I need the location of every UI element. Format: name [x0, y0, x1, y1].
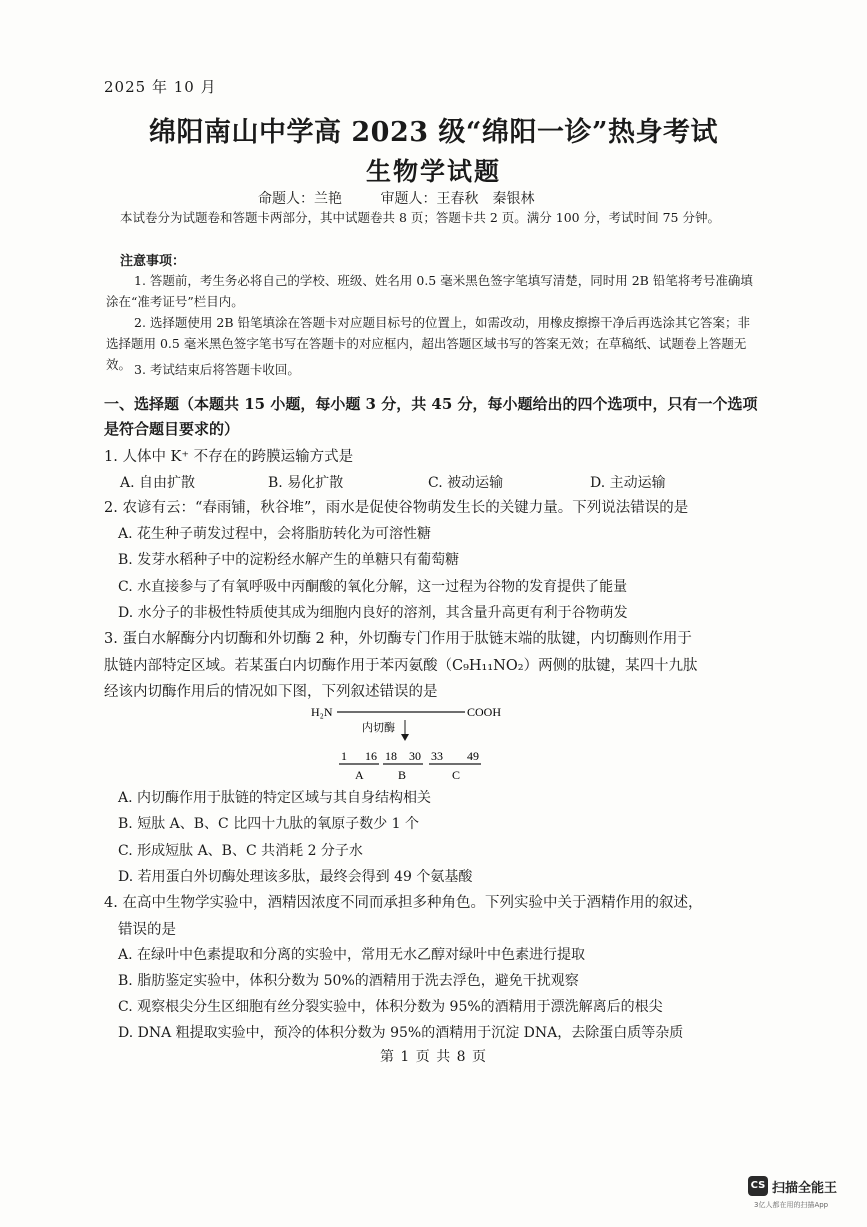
- fragment-label: C: [452, 768, 461, 782]
- option-d: D. 若用蛋白外切酶处理该多肽，最终会得到 49 个氨基酸: [118, 869, 473, 885]
- question-4-stem-line-1: 4. 在高中生物学实验中，酒精因浓度不同而承担多种角色。下列实验中关于酒精作用的叙述，: [104, 895, 703, 911]
- option-a: A. 在绿叶中色素提取和分离的实验中，常用无水乙醇对绿叶中色素进行提取: [118, 947, 586, 963]
- exam-title: 绵阳南山中学高 2023 级“绵阳一诊”热身考试: [148, 117, 718, 148]
- option-b: B. 易化扩散: [268, 475, 344, 491]
- question-4-stem-line-2: 错误的是: [118, 922, 176, 938]
- option-c: C. 形成短肽 A、B、C 共消耗 2 分子水: [118, 843, 363, 859]
- peptide-cleavage-diagram: [305, 700, 505, 785]
- position-label: 1: [341, 749, 347, 763]
- position-label: 33: [431, 749, 443, 763]
- enzyme-label: 内切酶: [362, 722, 395, 734]
- question-3-stem-line-2: 肽链内部特定区域。若某蛋白内切酶作用于苯丙氨酸（C₉H₁₁NO₂）两侧的肽键，某四十九肽: [104, 658, 698, 674]
- option-b: B. 脂肪鉴定实验中，体积分数为 50%的酒精用于洗去浮色，避免干扰观察: [118, 973, 579, 989]
- enzyme-arrowhead: [401, 734, 409, 741]
- watermark-app-name: 扫描全能王: [772, 1181, 838, 1196]
- question-reviewer: 审题人：王春秋 秦银林: [380, 191, 535, 207]
- note-item: 3. 考试结束后将答题卡收回。: [134, 362, 300, 377]
- n-terminus-label: H₂N: [311, 705, 333, 719]
- position-label: 30: [409, 749, 421, 763]
- camscanner-logo-icon: CS: [748, 1176, 768, 1196]
- page-footer: 第 1 页 共 8 页: [379, 1049, 488, 1065]
- fragment-label: B: [398, 768, 407, 782]
- exam-intro: 本试卷分为试题卷和答题卡两部分，其中试题卷共 8 页；答题卡共 2 页。满分 100 分，考试时间 75 分钟。: [120, 210, 720, 225]
- question-setter: 命题人：兰艳: [258, 191, 342, 207]
- option-d: D. DNA 粗提取实验中，预冷的体积分数为 95%的酒精用于沉淀 DNA，去除蛋白质等杂质: [118, 1025, 684, 1041]
- option-a: A. 花生种子萌发过程中，会将脂肪转化为可溶性糖: [118, 526, 432, 542]
- option-a: A. 内切酶作用于肽链的特定区域与其自身结构相关: [118, 790, 432, 806]
- exam-subtitle: 生物学试题: [365, 157, 501, 186]
- exam-date: 2025 年 10 月: [104, 78, 217, 96]
- option-c: C. 被动运输: [428, 475, 504, 491]
- question-3-stem-line-3: 经该内切酶作用后的情况如下图，下列叙述错误的是: [104, 684, 438, 700]
- note-item: 2. 选择题使用 2B 铅笔填涂在答题卡对应题目标号的位置上，如需改动，用橡皮擦擦干净后再选涂其它答案；非选择题用 0.5 毫米黑色签字笔书写在答题卡的对应框内，超出答题区域书写的答案无效；在草稿纸、试题卷上答题无效。: [106, 315, 750, 372]
- position-label: 16: [365, 749, 377, 763]
- option-a: A. 自由扩散: [120, 475, 196, 491]
- watermark-tagline: 3亿人都在用的扫描App: [754, 1201, 829, 1209]
- scanner-watermark: [748, 1176, 852, 1212]
- authors-line: [258, 188, 568, 208]
- option-b: B. 短肽 A、B、C 比四十九肽的氧原子数少 1 个: [118, 816, 420, 832]
- section-heading: 一、选择题（本题共 15 小题，每小题 3 分，共 45 分，每小题给出的四个选项中，只有一个选项是符合题目要求的）: [104, 395, 758, 438]
- option-d: D. 水分子的非极性特质使其成为细胞内良好的溶剂，其含量升高更有利于谷物萌发: [118, 605, 628, 621]
- note-item: 1. 答题前，考生务必将自己的学校、班级、姓名用 0.5 毫米黑色签字笔填写清楚，同时用 2B 铅笔将考号准确填涂在“准考证号”栏目内。: [106, 273, 753, 309]
- option-b: B. 发芽水稻种子中的淀粉经水解产生的单糖只有葡萄糖: [118, 552, 460, 568]
- position-label: 18: [385, 749, 397, 763]
- c-terminus-label: COOH: [467, 705, 502, 719]
- option-c: C. 水直接参与了有氧呼吸中丙酮酸的氧化分解，这一过程为谷物的发育提供了能量: [118, 579, 628, 595]
- option-c: C. 观察根尖分生区细胞有丝分裂实验中，体积分数为 95%的酒精用于漂洗解离后的根尖: [118, 999, 663, 1015]
- question-1-stem: 1. 人体中 K⁺ 不存在的跨膜运输方式是: [104, 449, 354, 465]
- position-label: 49: [467, 749, 479, 763]
- question-2-stem: 2. 农谚有云：“春雨铺，秋谷堆”，雨水是促使谷物萌发生长的关键力量。下列说法错误的是: [104, 500, 689, 516]
- notes-heading: 注意事项：: [120, 254, 186, 269]
- option-d: D. 主动运输: [590, 475, 666, 491]
- question-3-stem-line-1: 3. 蛋白水解酶分内切酶和外切酶 2 种，外切酶专门作用于肽链末端的肽键，内切酶则作用于: [104, 631, 692, 647]
- fragment-label: A: [355, 768, 364, 782]
